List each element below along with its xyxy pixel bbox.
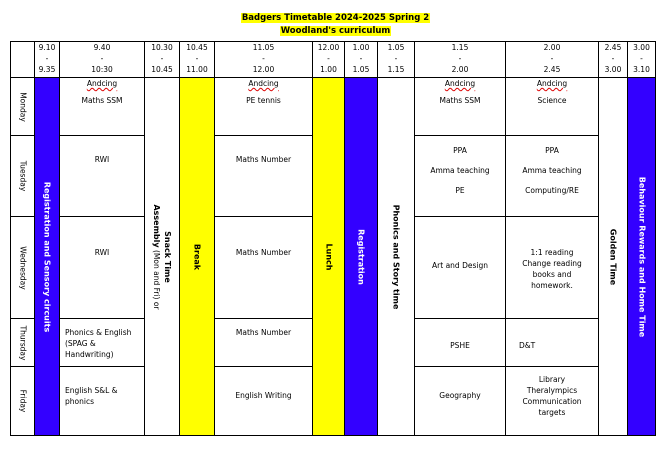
time-slot-3: 10.30 - 10.45 bbox=[145, 42, 180, 78]
registration-sensory-block: Registration and Sensory circuits bbox=[35, 78, 60, 436]
tue-200-cell: PPA Amma teaching Computing/RE bbox=[506, 136, 599, 217]
thu-115-cell: PSHE bbox=[415, 319, 506, 367]
timetable-grid bbox=[10, 41, 656, 436]
time-slot-8: 1.05 - 1.15 bbox=[378, 42, 415, 78]
lunch-block: Lunch bbox=[313, 78, 345, 436]
thu-200-cell: D&T bbox=[506, 319, 599, 367]
break-block: Break bbox=[180, 78, 215, 436]
mon-200-cell: Andcing Science bbox=[506, 78, 599, 136]
mon-1105-cell: Andcing PE tennis bbox=[215, 78, 313, 136]
monday-row bbox=[11, 78, 656, 136]
time-slot-5: 11.05 - 12.00 bbox=[215, 42, 313, 78]
wed-940-cell: RWI bbox=[60, 217, 145, 319]
tue-940-cell: RWI bbox=[60, 136, 145, 217]
mon-115-cell: Andcing Maths SSM bbox=[415, 78, 506, 136]
time-slot-7: 1.00 - 1.05 bbox=[345, 42, 378, 78]
time-slot-9: 1.15 - 2.00 bbox=[415, 42, 506, 78]
time-slot-10: 2.00 - 2.45 bbox=[506, 42, 599, 78]
tue-1105-cell: Maths Number bbox=[215, 136, 313, 217]
wed-200-cell: 1:1 reading Change reading books and homework. bbox=[506, 217, 599, 319]
timetable-title: Badgers Timetable 2024-2025 Spring 2 bbox=[241, 13, 430, 23]
timetable-subtitle: Woodland's curriculum bbox=[280, 26, 391, 36]
time-slot-12: 3.00 - 3.10 bbox=[628, 42, 656, 78]
thu-940-cell: Phonics & English (SPAG & Handwriting) bbox=[60, 319, 145, 367]
day-label-thursday: Thursday bbox=[11, 319, 35, 367]
time-slot-2: 9.40 - 10:30 bbox=[60, 42, 145, 78]
day-label-tuesday: Tuesday bbox=[11, 136, 35, 217]
corner-cell bbox=[11, 42, 35, 78]
fri-200-cell: Library Theralympics Communication targets bbox=[506, 367, 599, 436]
time-header-row bbox=[11, 42, 656, 78]
mon-940-cell: Andcing Maths SSM bbox=[60, 78, 145, 136]
fri-115-cell: Geography bbox=[415, 367, 506, 436]
registration-block: Registration bbox=[345, 78, 378, 436]
fri-1105-cell: English Writing bbox=[215, 367, 313, 436]
snack-assembly-block: Snack Time Assembly (Mon and Fri) or bbox=[145, 78, 180, 436]
time-slot-4: 10.45 - 11.00 bbox=[180, 42, 215, 78]
golden-time-block: Golden Time bbox=[599, 78, 628, 436]
day-label-friday: Friday bbox=[11, 367, 35, 436]
day-label-wednesday: Wednesday bbox=[11, 217, 35, 319]
fri-940-cell: English S&L & phonics bbox=[60, 367, 145, 436]
time-slot-11: 2.45 - 3.00 bbox=[599, 42, 628, 78]
wed-1105-cell: Maths Number bbox=[215, 217, 313, 319]
wed-115-cell: Art and Design bbox=[415, 217, 506, 319]
phonics-story-block: Phonics and Story time bbox=[378, 78, 415, 436]
day-label-monday: Monday bbox=[11, 78, 35, 136]
time-slot-6: 12.00 - 1.00 bbox=[313, 42, 345, 78]
behaviour-home-block: Behaviour Rewards and Home Time bbox=[628, 78, 656, 436]
time-slot-1: 9.10 - 9.35 bbox=[35, 42, 60, 78]
thu-1105-cell: Maths Number bbox=[215, 319, 313, 367]
tue-115-cell: PPA Amma teaching PE bbox=[415, 136, 506, 217]
